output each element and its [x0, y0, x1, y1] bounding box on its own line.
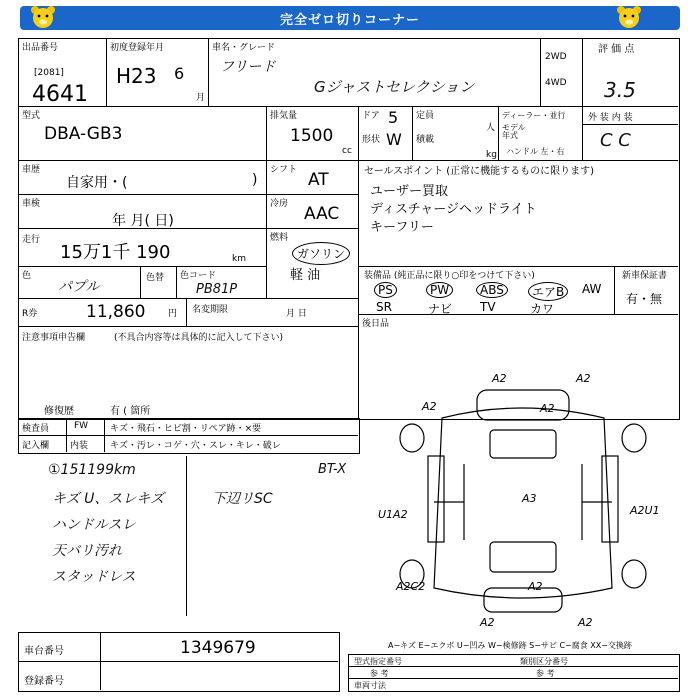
back-seat-label: 後日品 — [362, 319, 390, 329]
damage-mark: A2 — [528, 580, 543, 593]
era-year: H23 — [116, 64, 157, 88]
grade: Gジャストセレクション — [314, 78, 475, 96]
model-value: DBA-GB3 — [44, 124, 123, 144]
selling-point: キーフリー — [370, 220, 434, 235]
displacement-value: 1500 — [290, 126, 334, 146]
fuel-gasoline: ガソリン — [292, 242, 350, 265]
name-change-month-day: 月 日 — [286, 309, 307, 319]
name-change-label: 名変期限 — [192, 305, 229, 315]
score-value: 3.5 — [604, 78, 636, 102]
selling-points-title: セールスポイント (正常に機能するものに限ります) — [364, 166, 595, 177]
banner-title: 完全ゼロ切りコーナー — [279, 12, 420, 28]
shape-label: 形状 — [362, 135, 381, 145]
new-guarantee-label: 新車保証書 — [622, 271, 668, 281]
color-value: パプル — [58, 279, 100, 295]
model-year-label: モデル年式 — [502, 123, 526, 140]
drive-2wd: 2WD — [545, 52, 567, 62]
car-name: フリード — [220, 59, 276, 75]
reg-number-label: 登録番号 — [24, 676, 64, 687]
equip-tv: TV — [480, 300, 496, 314]
name-label: 車名・グレード — [212, 43, 276, 53]
equip-aw: AW — [582, 282, 602, 296]
km-unit: km — [232, 254, 246, 264]
lot-sub: [2081] — [34, 68, 64, 78]
ref-label: 参 考 — [536, 669, 555, 678]
damage-mark: A2 — [540, 402, 555, 415]
equip-ps: PS — [374, 282, 397, 298]
doors-label: ドア — [362, 111, 380, 121]
shift-label: シフト — [270, 165, 298, 175]
hand-note: 下辺リSC — [212, 491, 273, 507]
damage-mark: A2U1 — [630, 504, 660, 517]
inspection-line: 年 月( 日) — [112, 213, 174, 229]
bear-mascot-icon — [30, 4, 56, 30]
dealer-label: ディーラー・並行 — [502, 111, 566, 120]
color-change-label: 色替 — [146, 273, 165, 283]
reg-label: 初度登録年月 — [110, 43, 165, 53]
inspection-label: 車検 — [22, 199, 41, 209]
title-banner — [20, 6, 680, 30]
hand-note: スタッドレス — [52, 569, 136, 585]
damage-legend: A−キズ E−エクボ U−凹み W−検修跡 S−サビ C−腐食 XX−交換跡 — [388, 641, 632, 650]
reg-month: 6 — [174, 64, 185, 83]
color-label: 色 — [22, 271, 32, 281]
lot-label: 出品番号 — [22, 43, 59, 53]
selling-point: ディスチャージヘッドライト — [370, 202, 537, 217]
hand-note: ハンドルスレ — [52, 517, 136, 533]
model-label: 型式 — [22, 111, 41, 121]
car-damage-diagram — [372, 368, 678, 630]
new-guarantee-value: 有・無 — [626, 292, 663, 306]
bear-mascot-icon — [616, 4, 642, 30]
ac-value: AAC — [304, 204, 340, 224]
damage-mark: A2 — [480, 616, 495, 629]
ref-label: 参 考 — [370, 669, 389, 678]
damage-mark: A2C2 — [396, 580, 426, 593]
equip-leather: カワ — [530, 302, 555, 316]
doors-value: 5 — [388, 108, 399, 127]
history-label: 車歴 — [22, 165, 41, 175]
inspector-label: 検査員 — [22, 424, 50, 434]
person-unit: 人 — [486, 123, 496, 133]
history-end: ) — [252, 172, 258, 188]
interior-row: キズ・汚レ・コゲ・穴・スレ・キレ・破レ — [110, 441, 281, 451]
cc-unit: cc — [342, 146, 352, 156]
color-code-label: 色コード — [180, 271, 217, 281]
recycle-label: R券 — [22, 309, 38, 319]
month-unit: 月 — [196, 93, 206, 103]
equip-airbag: エアB — [528, 282, 568, 301]
type-spec-label: 型式指定番号 — [354, 657, 402, 666]
capacity-label: 定員 — [416, 111, 435, 121]
ext-int-value: C C — [600, 130, 631, 151]
chassis-number: 1349679 — [180, 638, 256, 658]
fuel-diesel: 軽 油 — [290, 268, 321, 283]
repair-value: 有 ( 箇所 — [110, 406, 151, 417]
hand-note: BT-X — [318, 462, 347, 477]
hand-note: ①151199km — [48, 462, 136, 478]
equipment-title: 装備品 (純正品に限り○印をつけて下さい) — [364, 271, 535, 281]
recycle-amount: 11,860 — [86, 302, 146, 322]
damage-mark: A2 — [492, 372, 507, 385]
fw-row: キズ・飛石・ヒビ割・リペア跡・×要 — [110, 424, 262, 434]
chassis-label: 車台番号 — [24, 646, 64, 657]
size-label: 車両寸法 — [354, 681, 386, 690]
notes-sub: (不具合内容等は具体的に記入して下さい) — [114, 333, 284, 343]
fuel-label: 燃料 — [270, 233, 289, 243]
damage-mark: A3 — [522, 492, 537, 505]
chassis-box — [18, 632, 340, 692]
fw-label: FW — [74, 421, 89, 431]
equip-abs: ABS — [476, 282, 508, 298]
category-label: 類別区分番号 — [520, 657, 568, 666]
selling-point: ユーザー買取 — [370, 184, 449, 199]
damage-mark: A2 — [422, 400, 437, 413]
handle-label: ハンドル 左・右 — [506, 147, 565, 156]
mileage-value: 15万1千 190 — [60, 242, 171, 263]
repair-label: 修復歴 — [44, 406, 74, 417]
damage-mark: U1A2 — [378, 508, 408, 521]
equip-pw: PW — [426, 282, 453, 298]
score-label: 評 価 点 — [598, 44, 635, 55]
color-code-value: PB81P — [196, 282, 238, 297]
ext-int-label: 外 装 内 装 — [588, 113, 633, 123]
shift-value: AT — [308, 170, 329, 190]
damage-mark: A2 — [578, 616, 593, 629]
lot-number: 4641 — [32, 82, 88, 107]
mileage-label: 走行 — [22, 235, 41, 245]
equip-navi: ナビ — [428, 302, 453, 316]
yen-unit: 円 — [168, 309, 178, 319]
equip-sr: SR — [376, 300, 392, 314]
drive-4wd: 4WD — [545, 78, 567, 88]
kg-unit: kg — [486, 150, 497, 160]
damage-mark: A2 — [576, 372, 591, 385]
shape-value: W — [386, 130, 402, 149]
ac-label: 冷房 — [270, 199, 289, 209]
fill-label: 記入欄 — [22, 441, 50, 451]
displacement-label: 排気量 — [270, 111, 298, 121]
hand-note: キズ U、スレキズ — [52, 491, 165, 507]
hand-note: 天バリ汚れ — [52, 543, 122, 559]
load-label: 積載 — [416, 135, 435, 145]
notes-label: 注意事項申告欄 — [22, 333, 86, 343]
history-value: 自家用・( — [66, 175, 128, 191]
interior-label: 内装 — [70, 441, 89, 451]
